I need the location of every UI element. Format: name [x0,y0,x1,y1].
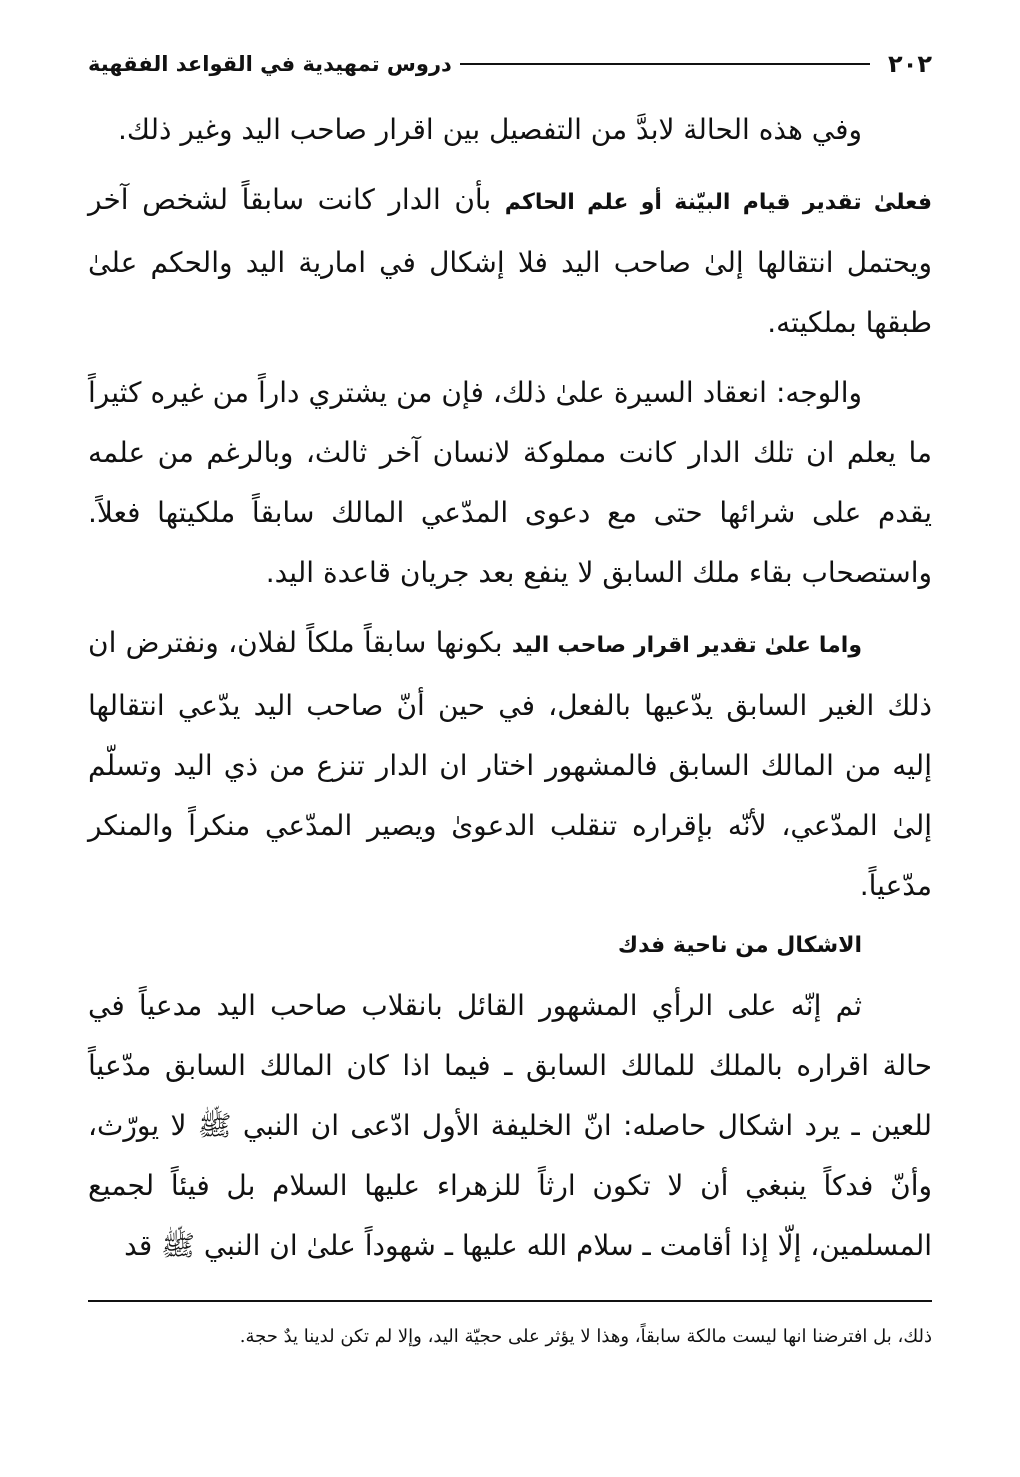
paragraph-2-text: بأن الدار كانت سابقاً لشخص آخر ويحتمل انتقالها إلىٰ صاحب اليد فلا إشكال في امارية اليد والحكم علىٰ طبقها بملكيته. [88,183,932,339]
footnote [88,1318,932,1356]
section-heading: الاشكال من ناحية فدك [617,933,862,958]
paragraph-4-lead: واما علىٰ تقدير اقرار صاحب اليد [511,633,862,658]
main-text [88,100,932,1286]
paragraph-3: والوجه: انعقاد السيرة علىٰ ذلك، فإن من يشتري داراً من غيره كثيراً ما يعلم ان تلك الدار كانت مملوكة لانسان آخر ثالث، وبالرغم من علمه يقدم على شرائها حتى مع دعوى المدّعي المالك سابقاً ملكيتها فعلاً. واستصحاب بقاء ملك السابق لا ينفع بعد جريان قاعدة اليد. [88,376,932,589]
paragraph-4-text: بكونها سابقاً ملكاً لفلان، ونفترض ان ذلك الغير السابق يدّعيها بالفعل، في حين أنّ صاحب اليد يدّعي انتقالها إليه من المالك السابق فالمشهور اختار ان الدار تنزع من ذي اليد وتسلّم إلىٰ المدّعي، لأنّه بإقراره تنقلب الدعوىٰ ويصير المدّعي منكراً والمنكر مدّعياً. [88,626,932,902]
book-title: دروس تمهيدية في القواعد الفقهية [88,52,452,76]
paragraph-5: ثم إنّه على الرأي المشهور القائل بانقلاب صاحب اليد مدعياً في حالة اقراره بالملك للمالك السابق ـ فيما اذا كان المالك السابق مدّعياً للعين ـ يرد اشكال حاصله: انّ الخليفة الأول ادّعى ان النبي ﷺ لا يورّث، وأنّ فدكاً ينبغي أن لا تكون ارثاً للزهراء عليها السلام بل فيئاً لجميع المسلمين، إلّا إذا أقامت ـ سلام الله عليها ـ شهوداً علىٰ ان النبي ﷺ قد [88,989,932,1262]
page-header [88,44,932,84]
paragraph-2-lead: فعلىٰ تقدير قيام البيّنة أو علم الحاكم [504,190,932,215]
paragraph-1: وفي هذه الحالة لابدَّ من التفصيل بين اقرار صاحب اليد وغير ذلك. [118,113,862,146]
paragraph-4 [88,613,932,916]
footnote-text: ذلك، بل افترضنا انها ليست مالكة سابقاً، وهذا لا يؤثر على حجيّة اليد، وإلا لم تكن لدينا يدٌ حجة. [239,1326,932,1347]
paragraph-2 [88,170,932,353]
page-number: ٢٠٢ [888,50,932,78]
header-rule [460,63,870,65]
footnote-divider [88,1300,932,1302]
